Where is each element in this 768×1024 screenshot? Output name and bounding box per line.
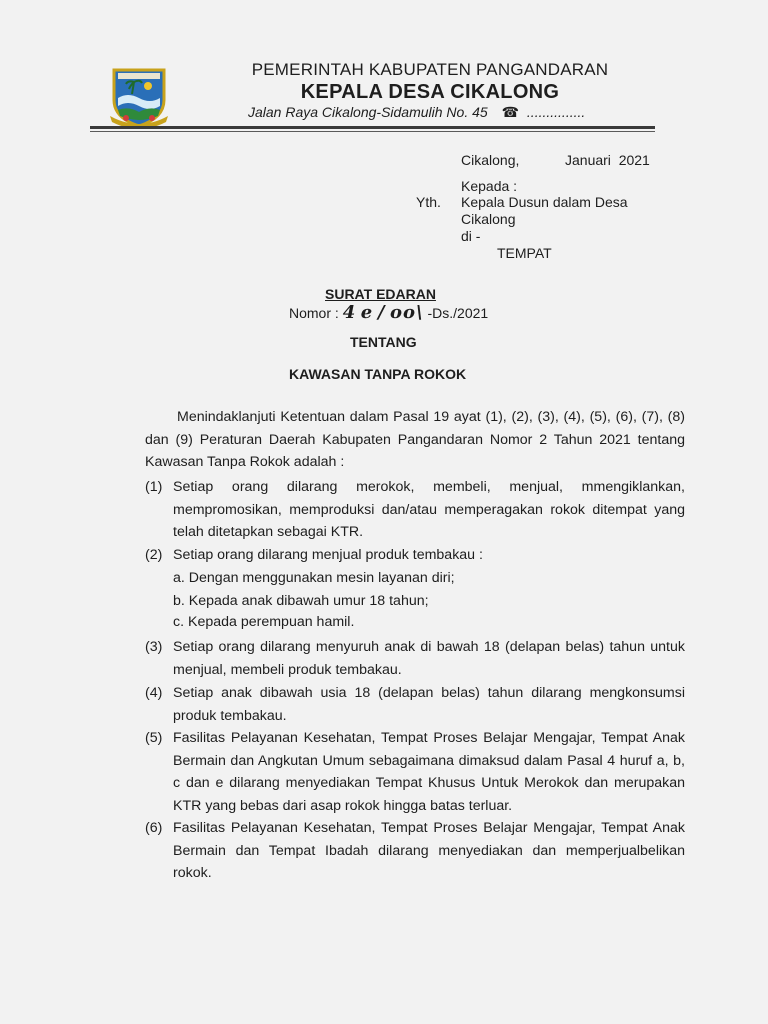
recipient-line-2: Cikalong: [461, 211, 516, 227]
phone-icon: ☎: [501, 104, 520, 120]
recipient-line-4: TEMPAT: [497, 245, 552, 261]
letterhead-rule-thick: [90, 126, 655, 129]
recipient-label: Kepada :: [461, 178, 518, 194]
number-prefix: Nomor :: [289, 305, 339, 321]
about-label: TENTANG: [350, 334, 417, 350]
date-month-year: Januari 2021: [565, 152, 650, 168]
item-text: Setiap orang dilarang menyuruh anak di bawah 18 (delapan belas) tahun untuk menjual, membeli produk tembakau.: [173, 639, 685, 678]
letterhead-rule-thin: [90, 131, 655, 132]
item-number: (1): [145, 479, 163, 495]
item-number: (6): [145, 820, 163, 836]
list-item: [145, 544, 685, 567]
item-number: (2): [145, 547, 163, 563]
item-text: Setiap orang dilarang menjual produk tembakau :: [173, 547, 483, 563]
item-text: Fasilitas Pelayanan Kesehatan, Tempat Proses Belajar Mengajar, Tempat Anak Bermain dan Tempat Ibadah dilarang menyediakan dan memperjualbelikan rokok.: [173, 820, 685, 881]
item-number: (3): [145, 639, 163, 655]
letter-title: SURAT EDARAN: [325, 286, 436, 302]
list-item: [145, 817, 685, 885]
item-number: (5): [145, 730, 163, 746]
regency-emblem-icon: [108, 66, 170, 128]
letter-number: [289, 302, 488, 323]
item-text: Fasilitas Pelayanan Kesehatan, Tempat Proses Belajar Mengajar, Tempat Anak Bermain dan Angkutan Umum sebagaimana dimaksud dalam Pasal 4 huruf a, b, c dan e dilarang menyediakan Tempat Khusus Untuk Merokok dan merupakan KTR yang bebas dari asap rokok hingga batas terluar.: [173, 730, 685, 814]
recipient-honorific: Yth.: [416, 194, 441, 210]
list-item: [145, 727, 685, 817]
recipient-line-3: di -: [461, 228, 481, 244]
address-text: Jalan Raya Cikalong-Sidamulih No. 45: [248, 104, 488, 120]
office-name: KEPALA DESA CIKALONG: [300, 81, 560, 103]
list-item: [145, 636, 685, 681]
item-number: (4): [145, 685, 163, 701]
list-item: [145, 682, 685, 727]
address-line: [248, 104, 648, 121]
item-text: Setiap anak dibawah usia 18 (delapan belas) tahun dilarang mengkonsumsi produk tembakau.: [173, 685, 685, 724]
list-item: [145, 476, 685, 544]
sub-item: a. Dengan menggunakan mesin layanan diri;: [173, 570, 455, 586]
intro-paragraph: Menindaklanjuti Ketentuan dalam Pasal 19 ayat (1), (2), (3), (4), (5), (6), (7), (8) dan (9) Peraturan Daerah Kabupaten Pangandaran Nomor 2 Tahun 2021 tentang Kawasan Tanpa Rokok adalah :: [145, 409, 685, 470]
date-place: Cikalong,: [461, 152, 520, 168]
number-suffix: -Ds./2021: [427, 305, 489, 321]
phone-value: ...............: [526, 104, 586, 120]
item-text: Setiap orang dilarang merokok, membeli, menjual, mmengiklankan, mempromosikan, memproduksi dan/atau memperagakan rokok ditempat yang telah ditetapkan sebagai KTR.: [173, 479, 685, 540]
sub-item: c. Kepada perempuan hamil.: [173, 614, 355, 630]
letter-subject: KAWASAN TANPA ROKOK: [289, 366, 467, 382]
sub-item: b. Kepada anak dibawah umur 18 tahun;: [173, 593, 429, 609]
government-name: PEMERINTAH KABUPATEN PANGANDARAN: [251, 60, 609, 79]
recipient-line-1: Kepala Dusun dalam Desa: [461, 194, 628, 210]
number-handwritten: 4 e / oo\: [342, 302, 424, 323]
